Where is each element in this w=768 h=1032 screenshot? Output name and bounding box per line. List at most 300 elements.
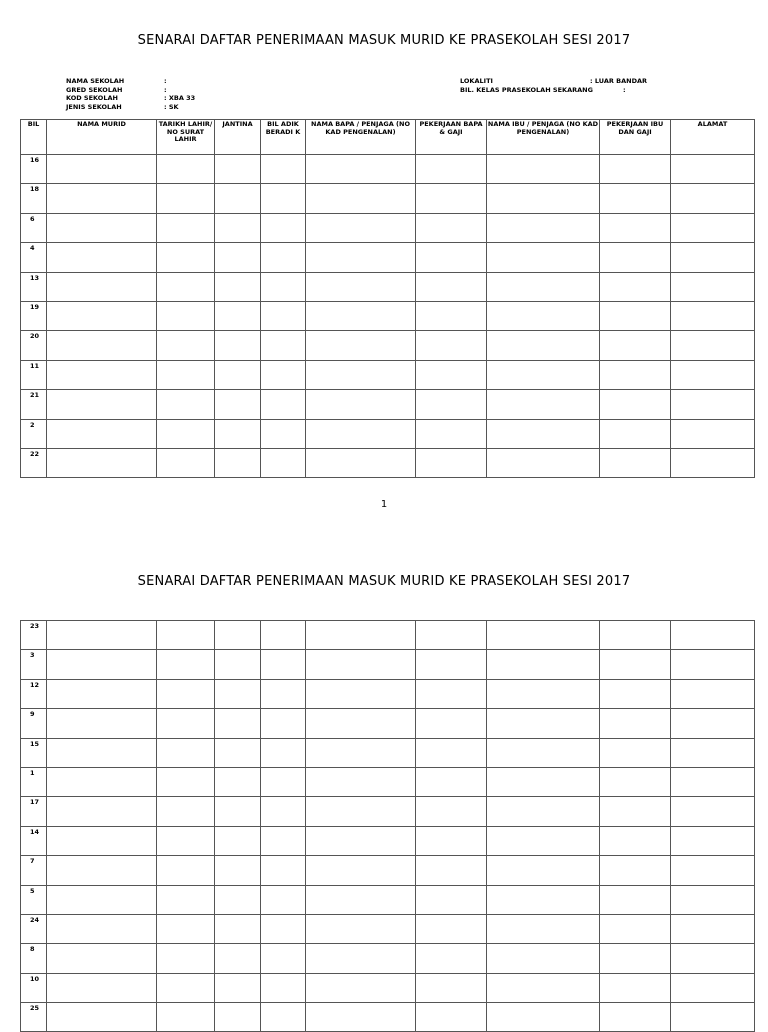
table-cell [157,650,215,679]
table-cell [261,679,306,708]
table-cell [157,973,215,1002]
registration-table-page-1 [20,119,755,478]
table-cell [671,826,755,855]
table-cell [306,155,416,184]
table-cell [671,738,755,767]
column-header: BIL [21,120,47,155]
table-cell [600,184,671,213]
table-cell [215,448,261,477]
table-cell [487,390,600,419]
row-number: 25 [21,1003,47,1032]
table-cell [600,213,671,242]
row-number: 18 [21,184,47,213]
info-value: : SK [164,102,179,111]
table-row [21,1003,755,1032]
table-cell [416,826,487,855]
table-cell [671,856,755,885]
table-cell [306,650,416,679]
table-row [21,331,755,360]
table-row [21,738,755,767]
table-cell [600,856,671,885]
table-cell [47,448,157,477]
row-number: 24 [21,914,47,943]
table-row [21,973,755,1002]
row-number: 19 [21,301,47,330]
table-cell [47,767,157,796]
table-row [21,448,755,477]
table-cell [487,709,600,738]
table-cell [487,184,600,213]
table-cell [306,213,416,242]
row-number: 8 [21,944,47,973]
table-cell [215,826,261,855]
table-cell [487,272,600,301]
row-number: 20 [21,331,47,360]
table-cell [47,944,157,973]
info-row [66,86,195,95]
table-cell [261,650,306,679]
table-cell [600,767,671,796]
table-cell [600,390,671,419]
table-cell [487,419,600,448]
column-header: NAMA BAPA / PENJAGA (NO KAD PENGENALAN) [306,120,416,155]
table-cell [157,331,215,360]
table-cell [157,272,215,301]
row-number: 12 [21,679,47,708]
table-cell [487,914,600,943]
table-cell [600,914,671,943]
table-cell [261,944,306,973]
table-cell [215,360,261,389]
table-row [21,856,755,885]
table-row [21,944,755,973]
table-cell [306,331,416,360]
table-cell [215,856,261,885]
table-cell [487,331,600,360]
column-header: BIL ADIK BERADI K [261,120,306,155]
table-cell [261,272,306,301]
table-cell [600,243,671,272]
table-cell [671,184,755,213]
table-cell [600,973,671,1002]
table-cell [671,301,755,330]
table-cell [157,856,215,885]
table-cell [416,650,487,679]
page-number: 1 [380,499,388,510]
info-label: JENIS SEKOLAH [66,102,122,111]
table-cell [487,621,600,650]
info-value: : [164,85,167,94]
page-title: SENARAI DAFTAR PENERIMAAN MASUK MURID KE PRASEKOLAH SESI 2017 [137,33,631,48]
table-cell [416,767,487,796]
table-row [21,272,755,301]
table-cell [215,301,261,330]
table-cell [487,797,600,826]
table-cell [47,826,157,855]
table-row [21,184,755,213]
row-number: 2 [21,419,47,448]
table-cell [261,301,306,330]
table-cell [416,856,487,885]
row-number: 17 [21,797,47,826]
table-cell [306,1003,416,1032]
column-header: NAMA IBU / PENJAGA (NO KAD PENGENALAN) [487,120,600,155]
table-cell [600,419,671,448]
table-cell [261,767,306,796]
table-cell [47,155,157,184]
table-cell [600,679,671,708]
table-cell [671,1003,755,1032]
table-cell [47,621,157,650]
table-cell [487,767,600,796]
info-value: : [623,85,626,94]
table-cell [261,184,306,213]
table-cell [157,885,215,914]
table-cell [671,243,755,272]
info-label: GRED SEKOLAH [66,85,123,94]
table-cell [671,390,755,419]
table-cell [416,709,487,738]
table-cell [215,621,261,650]
table-cell [600,797,671,826]
table-cell [487,448,600,477]
table-cell [306,826,416,855]
table-cell [306,914,416,943]
table-cell [600,709,671,738]
table-cell [47,272,157,301]
table-cell [47,885,157,914]
table-cell [157,767,215,796]
table-cell [157,301,215,330]
table-cell [47,213,157,242]
table-cell [306,243,416,272]
table-cell [47,679,157,708]
table-row [21,797,755,826]
page-2-title: SENARAI DAFTAR PENERIMAAN MASUK MURID KE PRASEKOLAH SESI 2017 [137,574,631,589]
table-cell [47,797,157,826]
table-cell [215,390,261,419]
table-cell [215,944,261,973]
table-row [21,621,755,650]
table-cell [157,184,215,213]
table-row [21,360,755,389]
table-cell [47,1003,157,1032]
table-cell [47,360,157,389]
table-cell [671,944,755,973]
table-cell [306,419,416,448]
table-cell [416,301,487,330]
table-cell [47,856,157,885]
table-cell [157,390,215,419]
table-cell [157,1003,215,1032]
school-info-right [460,77,647,94]
table-row [21,679,755,708]
table-cell [47,301,157,330]
table-cell [306,885,416,914]
column-header: ALAMAT [671,120,755,155]
info-label: BIL. KELAS PRASEKOLAH SEKARANG [460,85,593,94]
info-label: LOKALITI [460,77,493,85]
table-cell [261,448,306,477]
table-row [21,885,755,914]
table-cell [215,679,261,708]
table-cell [671,885,755,914]
table-cell [215,885,261,914]
table-cell [215,797,261,826]
row-number: 4 [21,243,47,272]
column-header: NAMA MURID [47,120,157,155]
table-cell [157,419,215,448]
table-cell [671,914,755,943]
table-cell [157,826,215,855]
info-row [66,94,195,103]
table-cell [261,1003,306,1032]
table-cell [487,885,600,914]
table-cell [261,213,306,242]
table-cell [306,272,416,301]
table-cell [215,272,261,301]
table-cell [261,155,306,184]
table-cell [47,914,157,943]
table-cell [306,390,416,419]
table-cell [215,419,261,448]
table-cell [261,419,306,448]
table-cell [671,679,755,708]
info-value: : LUAR BANDAR [590,77,648,85]
table-cell [157,360,215,389]
table-cell [215,738,261,767]
table-cell [416,797,487,826]
table-cell [157,243,215,272]
row-number: 6 [21,213,47,242]
table-cell [487,650,600,679]
table-cell [261,738,306,767]
table-header-row [21,120,755,155]
table-cell [600,944,671,973]
table-cell [416,360,487,389]
info-row [460,77,647,86]
row-number: 21 [21,390,47,419]
table-cell [306,738,416,767]
table-cell [671,213,755,242]
table-cell [671,272,755,301]
table-row [21,390,755,419]
row-number: 13 [21,272,47,301]
table-cell [215,709,261,738]
table-cell [487,973,600,1002]
table-row [21,826,755,855]
row-number: 22 [21,448,47,477]
table-cell [600,885,671,914]
table-cell [671,360,755,389]
table-cell [671,331,755,360]
table-cell [306,301,416,330]
table-cell [306,709,416,738]
table-cell [416,272,487,301]
table-cell [416,184,487,213]
table-row [21,914,755,943]
table-cell [671,650,755,679]
info-row [66,103,195,112]
table-cell [215,914,261,943]
row-number: 23 [21,621,47,650]
table-cell [261,331,306,360]
table-row [21,213,755,242]
row-number: 11 [21,360,47,389]
table-cell [47,738,157,767]
table-cell [215,213,261,242]
table-cell [600,738,671,767]
table-cell [261,243,306,272]
table-cell [306,767,416,796]
table-cell [416,1003,487,1032]
table-cell [671,448,755,477]
table-cell [306,679,416,708]
info-value: : XBA 33 [164,94,196,102]
table-cell [416,885,487,914]
table-cell [47,390,157,419]
table-cell [306,184,416,213]
table-cell [157,738,215,767]
table-cell [487,738,600,767]
table-cell [487,213,600,242]
table-cell [157,679,215,708]
table-cell [157,621,215,650]
table-cell [600,650,671,679]
table-cell [157,944,215,973]
table-cell [215,767,261,796]
table-cell [157,155,215,184]
table-cell [600,272,671,301]
table-cell [416,448,487,477]
table-cell [261,709,306,738]
table-cell [671,973,755,1002]
column-header: PEKERJAAN BAPA & GAJI [416,120,487,155]
table-cell [215,243,261,272]
table-cell [416,944,487,973]
table-cell [600,331,671,360]
table-cell [261,885,306,914]
table-cell [215,973,261,1002]
table-cell [600,155,671,184]
row-number: 7 [21,856,47,885]
row-number: 14 [21,826,47,855]
row-number: 10 [21,973,47,1002]
info-label: NAMA SEKOLAH [66,77,125,85]
table-cell [600,360,671,389]
table-cell [261,797,306,826]
table-cell [487,1003,600,1032]
table-cell [215,650,261,679]
table-cell [671,709,755,738]
table-cell [47,973,157,1002]
table-cell [261,914,306,943]
table-cell [306,621,416,650]
table-cell [416,679,487,708]
table-cell [600,1003,671,1032]
table-cell [416,738,487,767]
row-number: 16 [21,155,47,184]
table-cell [416,390,487,419]
table-cell [306,448,416,477]
table-cell [671,419,755,448]
table-cell [487,944,600,973]
row-number: 9 [21,709,47,738]
table-cell [416,914,487,943]
column-header: PEKERJAAN IBU DAN GAJI [600,120,671,155]
table-cell [215,184,261,213]
table-cell [306,360,416,389]
table-cell [306,944,416,973]
table-row [21,301,755,330]
table-cell [47,243,157,272]
table-cell [215,1003,261,1032]
table-row [21,767,755,796]
table-cell [47,419,157,448]
row-number: 3 [21,650,47,679]
table-row [21,243,755,272]
table-cell [157,709,215,738]
table-cell [261,973,306,1002]
registration-table-page-2 [20,620,755,1032]
table-cell [215,155,261,184]
table-cell [157,914,215,943]
table-cell [157,213,215,242]
table-cell [306,856,416,885]
table-row [21,709,755,738]
table-cell [261,856,306,885]
column-header: TARIKH LAHIR/ NO SURAT LAHIR [157,120,215,155]
table-cell [157,448,215,477]
table-cell [416,243,487,272]
info-row [460,86,647,95]
row-number: 15 [21,738,47,767]
table-cell [671,155,755,184]
column-header: JANTINA [215,120,261,155]
table-cell [306,797,416,826]
table-cell [261,390,306,419]
table-cell [261,360,306,389]
table-cell [671,767,755,796]
table-cell [416,155,487,184]
table-cell [47,331,157,360]
table-cell [261,621,306,650]
table-cell [600,826,671,855]
table-cell [487,243,600,272]
table-cell [47,650,157,679]
table-cell [671,621,755,650]
info-value: : [164,77,167,85]
table-cell [416,973,487,1002]
table-cell [487,360,600,389]
info-label: KOD SEKOLAH [66,94,118,102]
table-cell [487,155,600,184]
row-number: 5 [21,885,47,914]
table-cell [487,679,600,708]
table-cell [487,301,600,330]
table-row [21,650,755,679]
table-row [21,155,755,184]
table-cell [600,301,671,330]
table-cell [416,419,487,448]
table-cell [47,184,157,213]
table-cell [416,621,487,650]
table-row [21,419,755,448]
school-info-left [66,77,195,111]
table-cell [306,973,416,1002]
row-number: 1 [21,767,47,796]
table-cell [487,826,600,855]
